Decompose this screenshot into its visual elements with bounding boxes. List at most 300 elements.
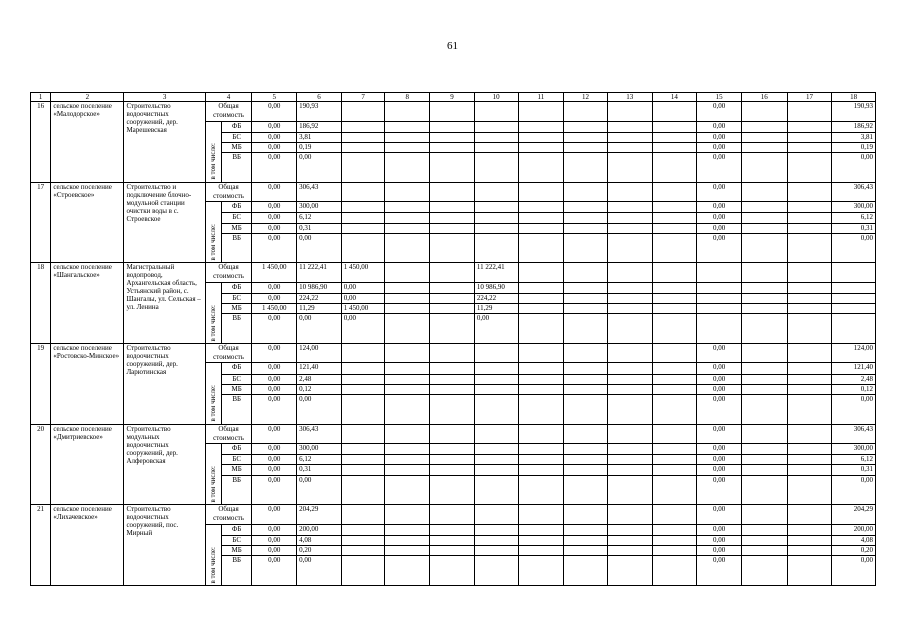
fund-source-label: БС <box>221 535 251 545</box>
empty-cell <box>652 465 697 475</box>
value-col-18: 0,19 <box>832 142 876 152</box>
within-label <box>205 202 221 263</box>
empty-cell <box>607 223 652 233</box>
value-col-10 <box>474 444 518 455</box>
value-col-10 <box>474 465 518 475</box>
empty-cell <box>385 505 430 524</box>
value-col-5: 0,00 <box>252 556 297 586</box>
empty-cell <box>607 455 652 465</box>
within-label <box>205 363 221 424</box>
value-col-18: 2,48 <box>832 374 876 384</box>
empty-cell <box>607 132 652 142</box>
empty-cell <box>518 233 564 263</box>
within-label-text: в том числе: <box>209 223 218 261</box>
value-col-18: 0,31 <box>832 223 876 233</box>
empty-cell <box>430 363 475 374</box>
value-col-5: 0,00 <box>252 213 297 223</box>
fund-source-label: ВБ <box>221 556 251 586</box>
investment-table <box>30 92 876 586</box>
header-cell: 3 <box>124 93 205 102</box>
value-col-15: 0,00 <box>697 535 742 545</box>
value-col-15: 0,00 <box>697 444 742 455</box>
value-col-18: 190,93 <box>832 102 876 121</box>
empty-cell <box>564 524 608 535</box>
value-col-6: 300,00 <box>297 444 342 455</box>
value-col-6: 0,31 <box>297 223 342 233</box>
value-col-15 <box>697 282 742 293</box>
empty-cell <box>564 223 608 233</box>
value-col-10 <box>474 505 518 524</box>
value-col-6: 124,00 <box>297 344 342 363</box>
empty-cell <box>607 213 652 223</box>
value-col-7 <box>341 374 385 384</box>
value-col-10 <box>474 455 518 465</box>
empty-cell <box>430 344 475 363</box>
empty-cell <box>787 556 832 586</box>
value-col-15: 0,00 <box>697 556 742 586</box>
empty-cell <box>607 304 652 314</box>
value-col-6: 10 986,90 <box>297 282 342 293</box>
fund-source-label: ФБ <box>221 363 251 374</box>
value-col-5: 0,00 <box>252 102 297 121</box>
value-col-6: 0,31 <box>297 465 342 475</box>
empty-cell <box>652 223 697 233</box>
empty-cell <box>607 233 652 263</box>
empty-cell <box>787 132 832 142</box>
value-col-10 <box>474 556 518 586</box>
empty-cell <box>564 535 608 545</box>
value-col-5: 1 450,00 <box>252 304 297 314</box>
value-col-6: 3,81 <box>297 132 342 142</box>
empty-cell <box>741 314 787 344</box>
empty-cell <box>385 282 430 293</box>
empty-cell <box>430 424 475 443</box>
value-col-10 <box>474 363 518 374</box>
value-col-15: 0,00 <box>697 455 742 465</box>
value-col-7: 1 450,00 <box>341 304 385 314</box>
value-col-7 <box>341 182 385 201</box>
fund-source-label: ФБ <box>221 121 251 132</box>
value-col-15: 0,00 <box>697 132 742 142</box>
empty-cell <box>652 384 697 394</box>
value-col-10 <box>474 384 518 394</box>
empty-cell <box>607 505 652 524</box>
empty-cell <box>652 132 697 142</box>
value-col-7 <box>341 546 385 556</box>
value-col-18 <box>832 294 876 304</box>
value-col-6: 306,43 <box>297 424 342 443</box>
value-col-10 <box>474 132 518 142</box>
empty-cell <box>652 233 697 263</box>
settlement-name: сельское поселение «Шангальское» <box>51 263 124 344</box>
value-col-6: 0,00 <box>297 556 342 586</box>
header-cell: 7 <box>341 93 385 102</box>
empty-cell <box>741 475 787 505</box>
empty-cell <box>430 223 475 233</box>
empty-cell <box>518 535 564 545</box>
empty-cell <box>652 395 697 425</box>
empty-cell <box>787 233 832 263</box>
empty-cell <box>518 213 564 223</box>
empty-cell <box>385 546 430 556</box>
empty-cell <box>430 121 475 132</box>
empty-cell <box>385 344 430 363</box>
value-col-6: 11,29 <box>297 304 342 314</box>
empty-cell <box>787 444 832 455</box>
empty-cell <box>787 535 832 545</box>
empty-cell <box>385 384 430 394</box>
value-col-15: 0,00 <box>697 465 742 475</box>
value-col-18: 6,12 <box>832 213 876 223</box>
value-col-15: 0,00 <box>697 363 742 374</box>
value-col-10 <box>474 233 518 263</box>
value-col-18: 0,00 <box>832 233 876 263</box>
empty-cell <box>518 223 564 233</box>
empty-cell <box>652 344 697 363</box>
value-col-15: 0,00 <box>697 384 742 394</box>
empty-cell <box>607 444 652 455</box>
empty-cell <box>430 142 475 152</box>
empty-cell <box>430 546 475 556</box>
value-col-15: 0,00 <box>697 121 742 132</box>
value-col-15: 0,00 <box>697 153 742 183</box>
value-col-7 <box>341 455 385 465</box>
empty-cell <box>518 363 564 374</box>
empty-cell <box>787 395 832 425</box>
value-col-10: 10 986,90 <box>474 282 518 293</box>
empty-cell <box>787 182 832 201</box>
empty-cell <box>787 314 832 344</box>
value-col-18: 306,43 <box>832 424 876 443</box>
empty-cell <box>430 314 475 344</box>
empty-cell <box>564 304 608 314</box>
empty-cell <box>741 556 787 586</box>
empty-cell <box>564 444 608 455</box>
empty-cell <box>607 153 652 183</box>
empty-cell <box>564 374 608 384</box>
value-col-7 <box>341 535 385 545</box>
header-cell: 5 <box>252 93 297 102</box>
fund-source-label: БС <box>221 455 251 465</box>
fund-source-label: ФБ <box>221 444 251 455</box>
value-col-7 <box>341 344 385 363</box>
value-col-18: 3,81 <box>832 132 876 142</box>
settlement-name: сельское поселение «Малодорское» <box>51 102 124 183</box>
project-name: Строительство водоочистных сооружений, дер. Марешевская <box>124 102 205 183</box>
empty-cell <box>564 363 608 374</box>
value-col-18: 6,12 <box>832 455 876 465</box>
total-cost-label: Общая стоимость <box>205 424 252 443</box>
empty-cell <box>518 142 564 152</box>
empty-cell <box>787 424 832 443</box>
empty-cell <box>741 142 787 152</box>
empty-cell <box>741 182 787 201</box>
empty-cell <box>741 202 787 213</box>
empty-cell <box>518 121 564 132</box>
value-col-18: 300,00 <box>832 444 876 455</box>
value-col-7 <box>341 233 385 263</box>
settlement-name: сельское поселение «Строевское» <box>51 182 124 263</box>
empty-cell <box>564 233 608 263</box>
empty-cell <box>385 535 430 545</box>
value-col-18: 300,00 <box>832 202 876 213</box>
fund-source-label: ФБ <box>221 524 251 535</box>
empty-cell <box>787 142 832 152</box>
empty-cell <box>652 363 697 374</box>
empty-cell <box>607 182 652 201</box>
value-col-18 <box>832 282 876 293</box>
total-cost-label: Общая стоимость <box>205 263 252 282</box>
value-col-15: 0,00 <box>697 233 742 263</box>
empty-cell <box>564 202 608 213</box>
empty-cell <box>787 294 832 304</box>
value-col-18: 306,43 <box>832 182 876 201</box>
value-col-10 <box>474 182 518 201</box>
row-number: 21 <box>31 505 51 586</box>
empty-cell <box>607 546 652 556</box>
table-row <box>31 344 876 363</box>
fund-source-label: ФБ <box>221 202 251 213</box>
empty-cell <box>607 142 652 152</box>
empty-cell <box>430 213 475 223</box>
value-col-6: 6,12 <box>297 213 342 223</box>
value-col-6: 200,00 <box>297 524 342 535</box>
value-col-18: 204,29 <box>832 505 876 524</box>
total-cost-label: Общая стоимость <box>205 102 252 121</box>
value-col-10: 0,00 <box>474 314 518 344</box>
empty-cell <box>518 304 564 314</box>
empty-cell <box>430 233 475 263</box>
fund-source-label: ВБ <box>221 233 251 263</box>
value-col-15: 0,00 <box>697 524 742 535</box>
value-col-7 <box>341 121 385 132</box>
fund-source-label: БС <box>221 294 251 304</box>
value-col-6: 224,22 <box>297 294 342 304</box>
value-col-6: 4,08 <box>297 535 342 545</box>
empty-cell <box>430 102 475 121</box>
value-col-5: 0,00 <box>252 444 297 455</box>
empty-cell <box>430 374 475 384</box>
value-col-15: 0,00 <box>697 374 742 384</box>
value-col-18: 0,20 <box>832 546 876 556</box>
fund-source-label: ВБ <box>221 314 251 344</box>
empty-cell <box>518 263 564 282</box>
empty-cell <box>564 344 608 363</box>
empty-cell <box>741 233 787 263</box>
value-col-5: 0,00 <box>252 233 297 263</box>
empty-cell <box>564 465 608 475</box>
empty-cell <box>741 395 787 425</box>
value-col-6: 306,43 <box>297 182 342 201</box>
empty-cell <box>385 142 430 152</box>
empty-cell <box>607 395 652 425</box>
value-col-5: 0,00 <box>252 153 297 183</box>
empty-cell <box>787 524 832 535</box>
empty-cell <box>564 263 608 282</box>
empty-cell <box>607 344 652 363</box>
value-col-6: 6,12 <box>297 455 342 465</box>
empty-cell <box>385 294 430 304</box>
project-name: Магистральный водопровод, Архангельская область, Устьянский район, с. Шангалы, ул. Сельская – ул. Ленина <box>124 263 205 344</box>
empty-cell <box>741 505 787 524</box>
row-number: 19 <box>31 344 51 425</box>
fund-source-label: БС <box>221 374 251 384</box>
value-col-6: 0,19 <box>297 142 342 152</box>
value-col-6: 186,92 <box>297 121 342 132</box>
empty-cell <box>564 395 608 425</box>
empty-cell <box>741 153 787 183</box>
value-col-5: 0,00 <box>252 121 297 132</box>
empty-cell <box>652 202 697 213</box>
value-col-5: 0,00 <box>252 223 297 233</box>
empty-cell <box>652 546 697 556</box>
empty-cell <box>652 444 697 455</box>
empty-cell <box>385 444 430 455</box>
value-col-15: 0,00 <box>697 395 742 425</box>
value-col-18: 4,08 <box>832 535 876 545</box>
value-col-5: 0,00 <box>252 374 297 384</box>
empty-cell <box>430 282 475 293</box>
value-col-15: 0,00 <box>697 102 742 121</box>
empty-cell <box>652 153 697 183</box>
value-col-5: 0,00 <box>252 202 297 213</box>
empty-cell <box>518 132 564 142</box>
empty-cell <box>787 546 832 556</box>
value-col-7 <box>341 363 385 374</box>
header-cell: 18 <box>832 93 876 102</box>
empty-cell <box>787 102 832 121</box>
value-col-10 <box>474 475 518 505</box>
header-row <box>31 93 876 102</box>
header-cell: 12 <box>564 93 608 102</box>
value-col-7 <box>341 102 385 121</box>
value-col-18: 0,00 <box>832 475 876 505</box>
value-col-6: 0,00 <box>297 395 342 425</box>
row-number: 18 <box>31 263 51 344</box>
value-col-7: 1 450,00 <box>341 263 385 282</box>
empty-cell <box>652 213 697 223</box>
fund-source-label: ВБ <box>221 475 251 505</box>
value-col-5: 0,00 <box>252 395 297 425</box>
header-cell: 9 <box>430 93 475 102</box>
within-label-text: в том числе: <box>209 385 218 422</box>
empty-cell <box>564 556 608 586</box>
empty-cell <box>385 153 430 183</box>
value-col-10 <box>474 202 518 213</box>
empty-cell <box>518 475 564 505</box>
empty-cell <box>518 455 564 465</box>
empty-cell <box>385 121 430 132</box>
empty-cell <box>607 535 652 545</box>
empty-cell <box>385 102 430 121</box>
settlement-name: сельское поселение «Лихачевское» <box>51 505 124 586</box>
value-col-18: 0,31 <box>832 465 876 475</box>
value-col-6: 0,20 <box>297 546 342 556</box>
header-cell: 2 <box>51 93 124 102</box>
empty-cell <box>607 263 652 282</box>
value-col-15 <box>697 314 742 344</box>
empty-cell <box>564 294 608 304</box>
value-col-18: 0,00 <box>832 153 876 183</box>
empty-cell <box>518 384 564 394</box>
header-cell: 11 <box>518 93 564 102</box>
header-cell: 15 <box>697 93 742 102</box>
empty-cell <box>607 202 652 213</box>
empty-cell <box>564 142 608 152</box>
empty-cell <box>518 314 564 344</box>
value-col-10 <box>474 121 518 132</box>
within-label-text: в том числе: <box>209 304 218 341</box>
empty-cell <box>385 223 430 233</box>
fund-source-label: ВБ <box>221 395 251 425</box>
value-col-18: 0,00 <box>832 556 876 586</box>
value-col-15: 0,00 <box>697 142 742 152</box>
empty-cell <box>741 132 787 142</box>
value-col-18 <box>832 304 876 314</box>
value-col-5: 0,00 <box>252 294 297 304</box>
value-col-6: 0,12 <box>297 384 342 394</box>
empty-cell <box>741 121 787 132</box>
empty-cell <box>787 465 832 475</box>
empty-cell <box>430 182 475 201</box>
value-col-6: 121,40 <box>297 363 342 374</box>
empty-cell <box>518 395 564 425</box>
fund-source-label: ФБ <box>221 282 251 293</box>
empty-cell <box>787 384 832 394</box>
empty-cell <box>607 374 652 384</box>
row-number: 16 <box>31 102 51 183</box>
header-cell: 10 <box>474 93 518 102</box>
empty-cell <box>430 475 475 505</box>
value-col-5: 0,00 <box>252 465 297 475</box>
value-col-7 <box>341 475 385 505</box>
project-name: Строительство водоочистных сооружений, дер. Ларютинская <box>124 344 205 425</box>
value-col-15: 0,00 <box>697 475 742 505</box>
value-col-7 <box>341 395 385 425</box>
within-label <box>205 524 221 585</box>
value-col-15: 0,00 <box>697 213 742 223</box>
value-col-10 <box>474 546 518 556</box>
value-col-6: 300,00 <box>297 202 342 213</box>
empty-cell <box>430 505 475 524</box>
empty-cell <box>518 102 564 121</box>
value-col-15: 0,00 <box>697 223 742 233</box>
value-col-5: 0,00 <box>252 535 297 545</box>
row-number: 20 <box>31 424 51 505</box>
value-col-15: 0,00 <box>697 505 742 524</box>
empty-cell <box>518 505 564 524</box>
empty-cell <box>741 282 787 293</box>
fund-source-label: МБ <box>221 304 251 314</box>
empty-cell <box>564 182 608 201</box>
value-col-7 <box>341 153 385 183</box>
value-col-7 <box>341 424 385 443</box>
empty-cell <box>430 524 475 535</box>
empty-cell <box>787 223 832 233</box>
empty-cell <box>652 294 697 304</box>
value-col-6: 0,00 <box>297 475 342 505</box>
empty-cell <box>385 213 430 223</box>
empty-cell <box>652 182 697 201</box>
value-col-10 <box>474 213 518 223</box>
value-col-10 <box>474 524 518 535</box>
value-col-6: 190,93 <box>297 102 342 121</box>
value-col-5: 0,00 <box>252 314 297 344</box>
value-col-5: 1 450,00 <box>252 263 297 282</box>
empty-cell <box>518 182 564 201</box>
total-cost-label: Общая стоимость <box>205 182 252 201</box>
empty-cell <box>385 374 430 384</box>
